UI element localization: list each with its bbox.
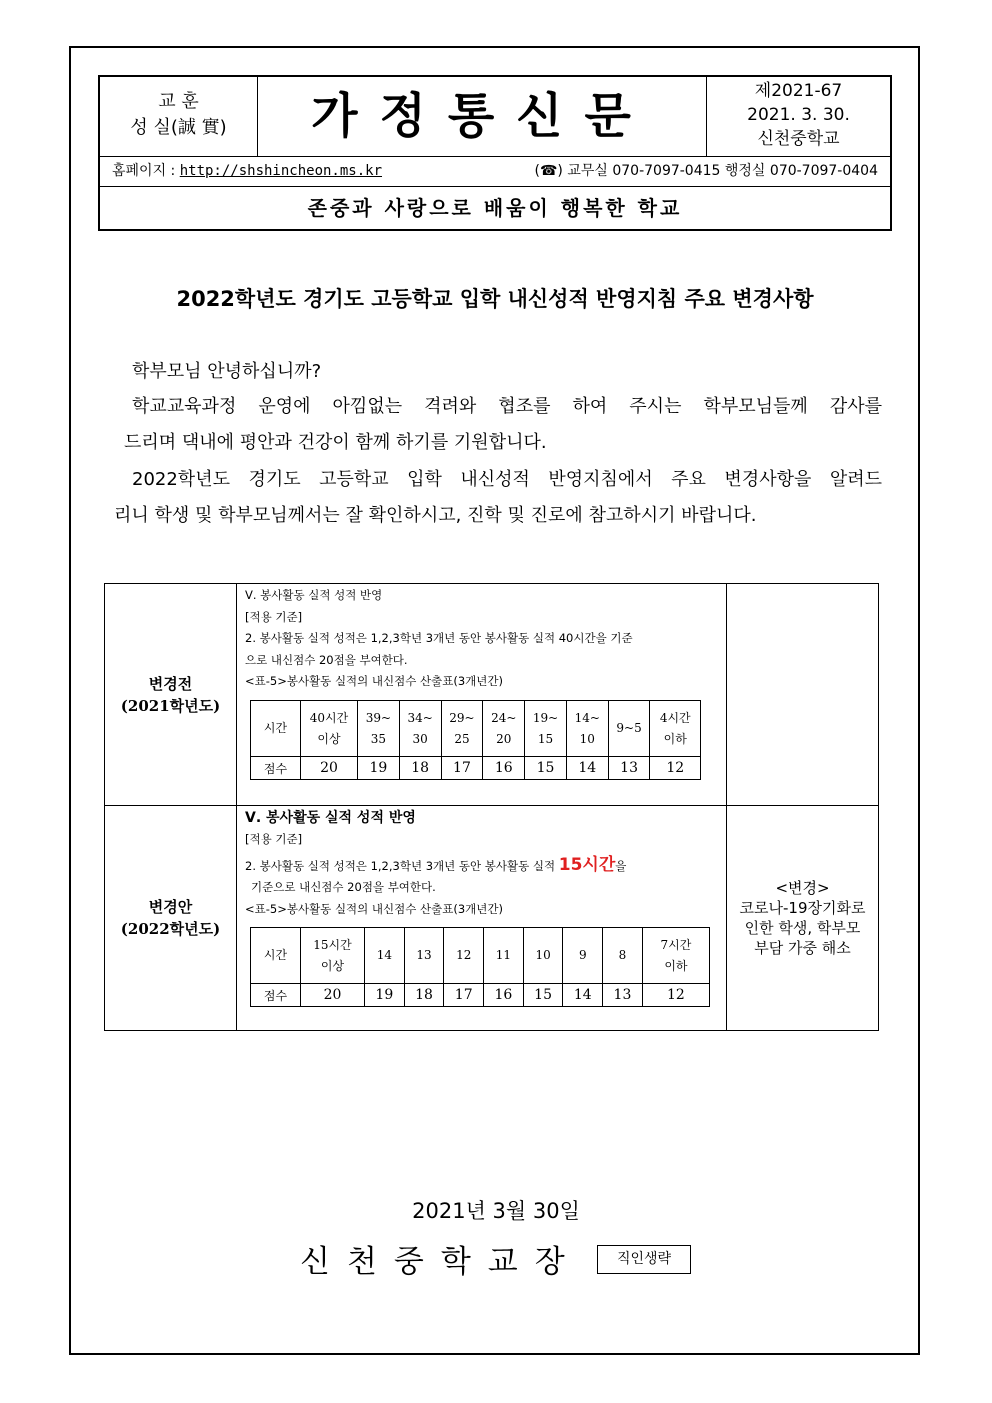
hours-text: 이상	[320, 958, 345, 973]
after-content	[237, 806, 727, 1030]
hours-text: 이하	[664, 958, 688, 973]
hours-text: 15	[537, 731, 554, 746]
before-content	[237, 584, 727, 805]
after-row	[105, 806, 878, 1030]
issue-date: 2021. 3. 30.	[747, 105, 850, 125]
hours-text: 35	[370, 731, 387, 746]
school-slogan: 존중과 사랑으로 배움이 행복한 학교	[307, 196, 683, 220]
highlight-15-hours: 15시간	[558, 855, 616, 875]
before-note	[727, 584, 878, 805]
score-cell: 17	[444, 984, 484, 1007]
after-heading: Ⅴ. 봉사활동 실적 성적 반영	[245, 810, 416, 826]
hours-text: 19~	[532, 710, 559, 725]
score-header: 점수	[251, 984, 301, 1007]
note-line-2: 인한 학생, 학부모	[744, 919, 861, 937]
hours-cell	[523, 928, 563, 984]
hours-text: 20	[496, 731, 512, 746]
hours-cell	[444, 928, 484, 984]
homepage	[112, 156, 382, 186]
before-row	[105, 584, 878, 806]
hours-text: 30	[412, 731, 428, 746]
score-cell: 20	[301, 984, 365, 1007]
hours-cell	[642, 928, 709, 984]
hours-header: 시간	[251, 701, 301, 757]
hours-cell	[603, 928, 643, 984]
footer-date: 2021년 3월 30일	[412, 1199, 580, 1223]
school-name: 신천중학교	[757, 129, 840, 149]
before-heading: Ⅴ. 봉사활동 실적 성적 반영	[245, 588, 383, 602]
hours-text: 10	[579, 731, 595, 746]
score-cell: 14	[566, 757, 608, 780]
hours-cell	[301, 928, 365, 984]
hours-text: 13	[416, 948, 432, 962]
score-header: 점수	[251, 757, 301, 780]
hours-text: 34~	[407, 710, 433, 725]
hours-text: 39~	[365, 710, 392, 725]
after-label	[105, 806, 237, 1030]
paragraph-1-line-2: 드리며 댁내에 평안과 건강이 함께 하기를 기원합니다.	[124, 432, 547, 453]
after-note	[727, 806, 878, 1030]
before-label-text: 변경전	[148, 674, 193, 693]
hours-text: 7시간	[660, 937, 692, 952]
hours-text: 40시간	[309, 710, 349, 725]
issue-number: 제2021-67	[754, 81, 843, 101]
hours-text: 12	[456, 948, 472, 962]
score-cell: 12	[642, 984, 709, 1007]
motto-label: 교 훈	[158, 91, 199, 112]
homepage-link[interactable]: http://shshincheon.ms.kr	[179, 163, 383, 179]
hours-cell	[358, 701, 400, 757]
before-year: (2021학년도)	[120, 696, 221, 715]
score-cell: 18	[404, 984, 444, 1007]
principal-name: 신천중학교장	[300, 1244, 582, 1280]
hours-cell	[365, 928, 405, 984]
hours-header: 시간	[251, 928, 301, 984]
hours-cell	[566, 701, 608, 757]
document-title: 2022학년도 경기도 고등학교 입학 내신성적 반영지침 주요 변경사항	[176, 287, 814, 311]
before-rule-line-1: 2. 봉사활동 실적 성적은 1,2,3학년 3개년 동안 봉사활동 실적 40시간을 기준	[245, 631, 633, 645]
issue-info	[706, 77, 890, 156]
hours-cell	[404, 928, 444, 984]
score-cell: 19	[358, 757, 400, 780]
note-title: <변경>	[775, 879, 830, 897]
hours-cell	[525, 701, 567, 757]
hours-cell	[483, 701, 525, 757]
homepage-label: 홈페이지 :	[112, 163, 176, 179]
score-cell: 15	[523, 984, 563, 1007]
newsletter-title: 가정통신문	[311, 88, 653, 144]
score-cell: 18	[399, 757, 441, 780]
hours-text: 24~	[491, 710, 517, 725]
after-rule-line-2: 기준으로 내신점수 20점을 부여한다.	[251, 880, 436, 894]
before-criteria: [적용 기준]	[245, 610, 303, 624]
hours-text: 이상	[317, 731, 341, 746]
paragraph-2-line-1: 2022학년도 경기도 고등학교 입학 내신성적 반영지침에서 주요 변경사항을 알려드	[132, 469, 882, 490]
hours-cell	[484, 928, 524, 984]
hours-text: 9~5	[616, 721, 642, 735]
before-label	[105, 584, 237, 805]
score-cell: 20	[301, 757, 358, 780]
before-table-caption: <표-5>봉사활동 실적의 내신점수 산출표(3개년간)	[245, 674, 503, 688]
after-rule-suffix: 을	[615, 859, 627, 873]
hours-text: 25	[454, 731, 470, 746]
score-cell: 13	[608, 757, 650, 780]
seal-omitted-box: 직인생략	[597, 1245, 691, 1274]
score-cell: 16	[483, 757, 525, 780]
hours-cell	[301, 701, 358, 757]
comparison-table	[104, 583, 879, 1031]
school-motto	[100, 77, 258, 156]
score-cell: 12	[650, 757, 701, 780]
hours-text: 10	[535, 948, 551, 962]
hours-text: 29~	[449, 710, 475, 725]
score-cell: 16	[484, 984, 524, 1007]
before-score-table	[250, 700, 701, 780]
newsletter-header	[98, 75, 892, 231]
score-cell: 15	[525, 757, 567, 780]
hours-text: 14~	[574, 710, 600, 725]
note-line-3: 부담 가중 해소	[754, 939, 851, 957]
hours-text: 15시간	[313, 937, 352, 952]
hours-text: 8	[618, 948, 627, 962]
hours-cell	[563, 928, 603, 984]
hours-cell	[608, 701, 650, 757]
after-criteria: [적용 기준]	[245, 832, 303, 846]
motto-text: 성 실(誠 實)	[130, 117, 227, 138]
hours-text: 이하	[663, 731, 687, 746]
before-rule-line-2: 으로 내신점수 20점을 부여한다.	[245, 653, 408, 667]
after-table-caption: <표-5>봉사활동 실적의 내신점수 산출표(3개년간)	[245, 902, 503, 916]
paragraph-1-line-1: 학교교육과정 운영에 아낌없는 격려와 협조를 하여 주시는 학부모님들께 감사를	[132, 396, 882, 417]
after-label-text: 변경안	[148, 898, 193, 916]
after-year: (2022학년도)	[120, 920, 221, 938]
contact-row	[100, 156, 890, 187]
phone-numbers: (☎) 교무실 070-7097-0415 행정실 070-7097-0404	[534, 163, 878, 179]
hours-cell	[650, 701, 701, 757]
after-score-table	[250, 927, 710, 1007]
score-cell: 17	[441, 757, 483, 780]
note-line-1: 코로나-19장기화로	[739, 899, 866, 917]
hours-text: 4시간	[659, 710, 691, 725]
hours-cell	[399, 701, 441, 757]
hours-text: 11	[495, 948, 512, 962]
hours-cell	[441, 701, 483, 757]
score-cell: 14	[563, 984, 603, 1007]
hours-text: 14	[376, 948, 392, 962]
after-rule-text: 2. 봉사활동 실적 성적은 1,2,3학년 3개년 동안 봉사활동 실적	[245, 859, 559, 873]
hours-text: 9	[578, 948, 587, 962]
after-rule-line-1	[245, 850, 626, 875]
paragraph-2-line-2: 리니 학생 및 학부모님께서는 잘 확인하시고, 진학 및 진로에 참고하시기 바랍니다.	[114, 505, 757, 526]
score-cell: 19	[365, 984, 405, 1007]
score-cell: 13	[603, 984, 643, 1007]
greeting: 학부모님 안녕하십니까?	[132, 361, 322, 382]
